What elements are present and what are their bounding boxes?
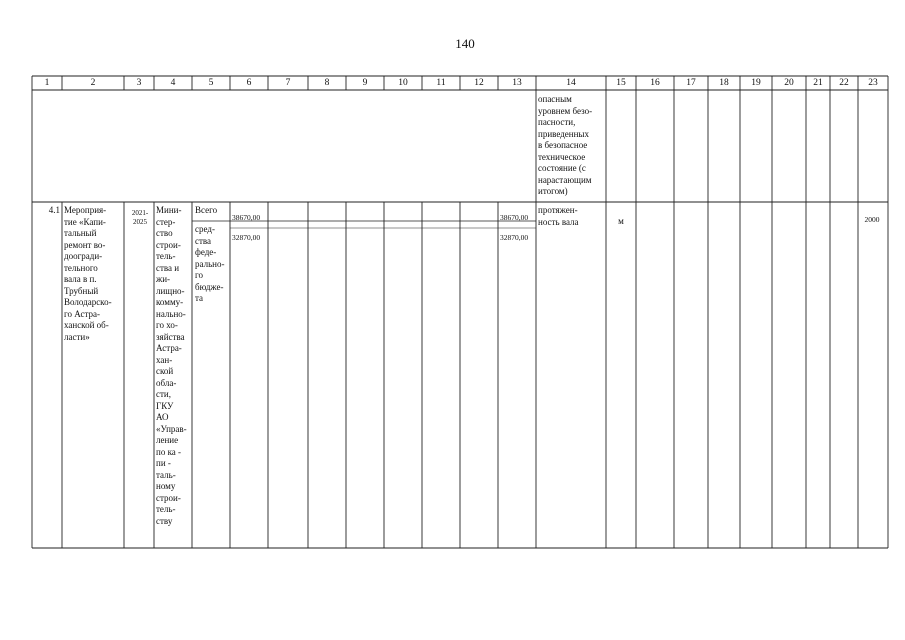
column-header-14: 14 [566,78,576,88]
funding-federal-label: сред- ства феде- рально- го бюдже- та [195,224,225,303]
indicator-name: протяжен- ность вала [538,205,579,227]
column-header-16: 16 [650,78,660,88]
column-header-9: 9 [362,78,368,88]
funding-total-label: Всего [195,205,218,215]
column-header-23: 23 [868,78,878,88]
col6-federal-value: 32870,00 [232,233,261,242]
row-number: 4.1 [48,205,60,215]
column-header-20: 20 [784,78,794,88]
column-header-3: 3 [136,78,142,88]
continuation-col14-text: опасным уровнем безо- пасности, приведенных в безопасное техническое состояние (с нарастающим итогом) [538,94,593,196]
target-value-col23: 2000 [864,215,880,224]
column-header-2: 2 [90,78,96,88]
event-description: Мероприя- тие «Капи- тальный ремонт во- доогради- тельного вала в п. Трубный Володарско- го Астра- ханской об- ласти» [64,205,112,342]
column-header-1: 1 [44,78,50,88]
column-header-5: 5 [208,78,214,88]
column-header-15: 15 [616,78,626,88]
column-header-11: 11 [436,78,446,88]
col13-federal-value: 32870,00 [500,233,529,242]
page-number: 140 [455,36,475,51]
column-header-12: 12 [474,78,484,88]
implementation-period: 2021- 2025 [131,209,149,226]
column-header-13: 13 [512,78,522,88]
unit-of-measure: м [618,216,624,226]
column-header-21: 21 [813,78,823,88]
column-header-10: 10 [398,78,408,88]
column-header-22: 22 [839,78,849,88]
col13-total-value: 38670,00 [500,213,529,222]
responsible-executor: Мини- стер- ство строи- тель- ства и жи- лищно- комму- нально- го хо- зяйства Астра- хан- ской обла- сти, ГКУ АО «Управ- ление по ка - пи - таль- ному строи- тель- ству [156,205,187,526]
column-header-7: 7 [285,78,291,88]
column-header-19: 19 [751,78,761,88]
column-header-6: 6 [246,78,252,88]
column-header-18: 18 [719,78,729,88]
column-header-17: 17 [686,78,696,88]
column-header-4: 4 [170,78,176,88]
column-header-8: 8 [324,78,330,88]
col6-total-value: 38670,00 [232,213,261,222]
